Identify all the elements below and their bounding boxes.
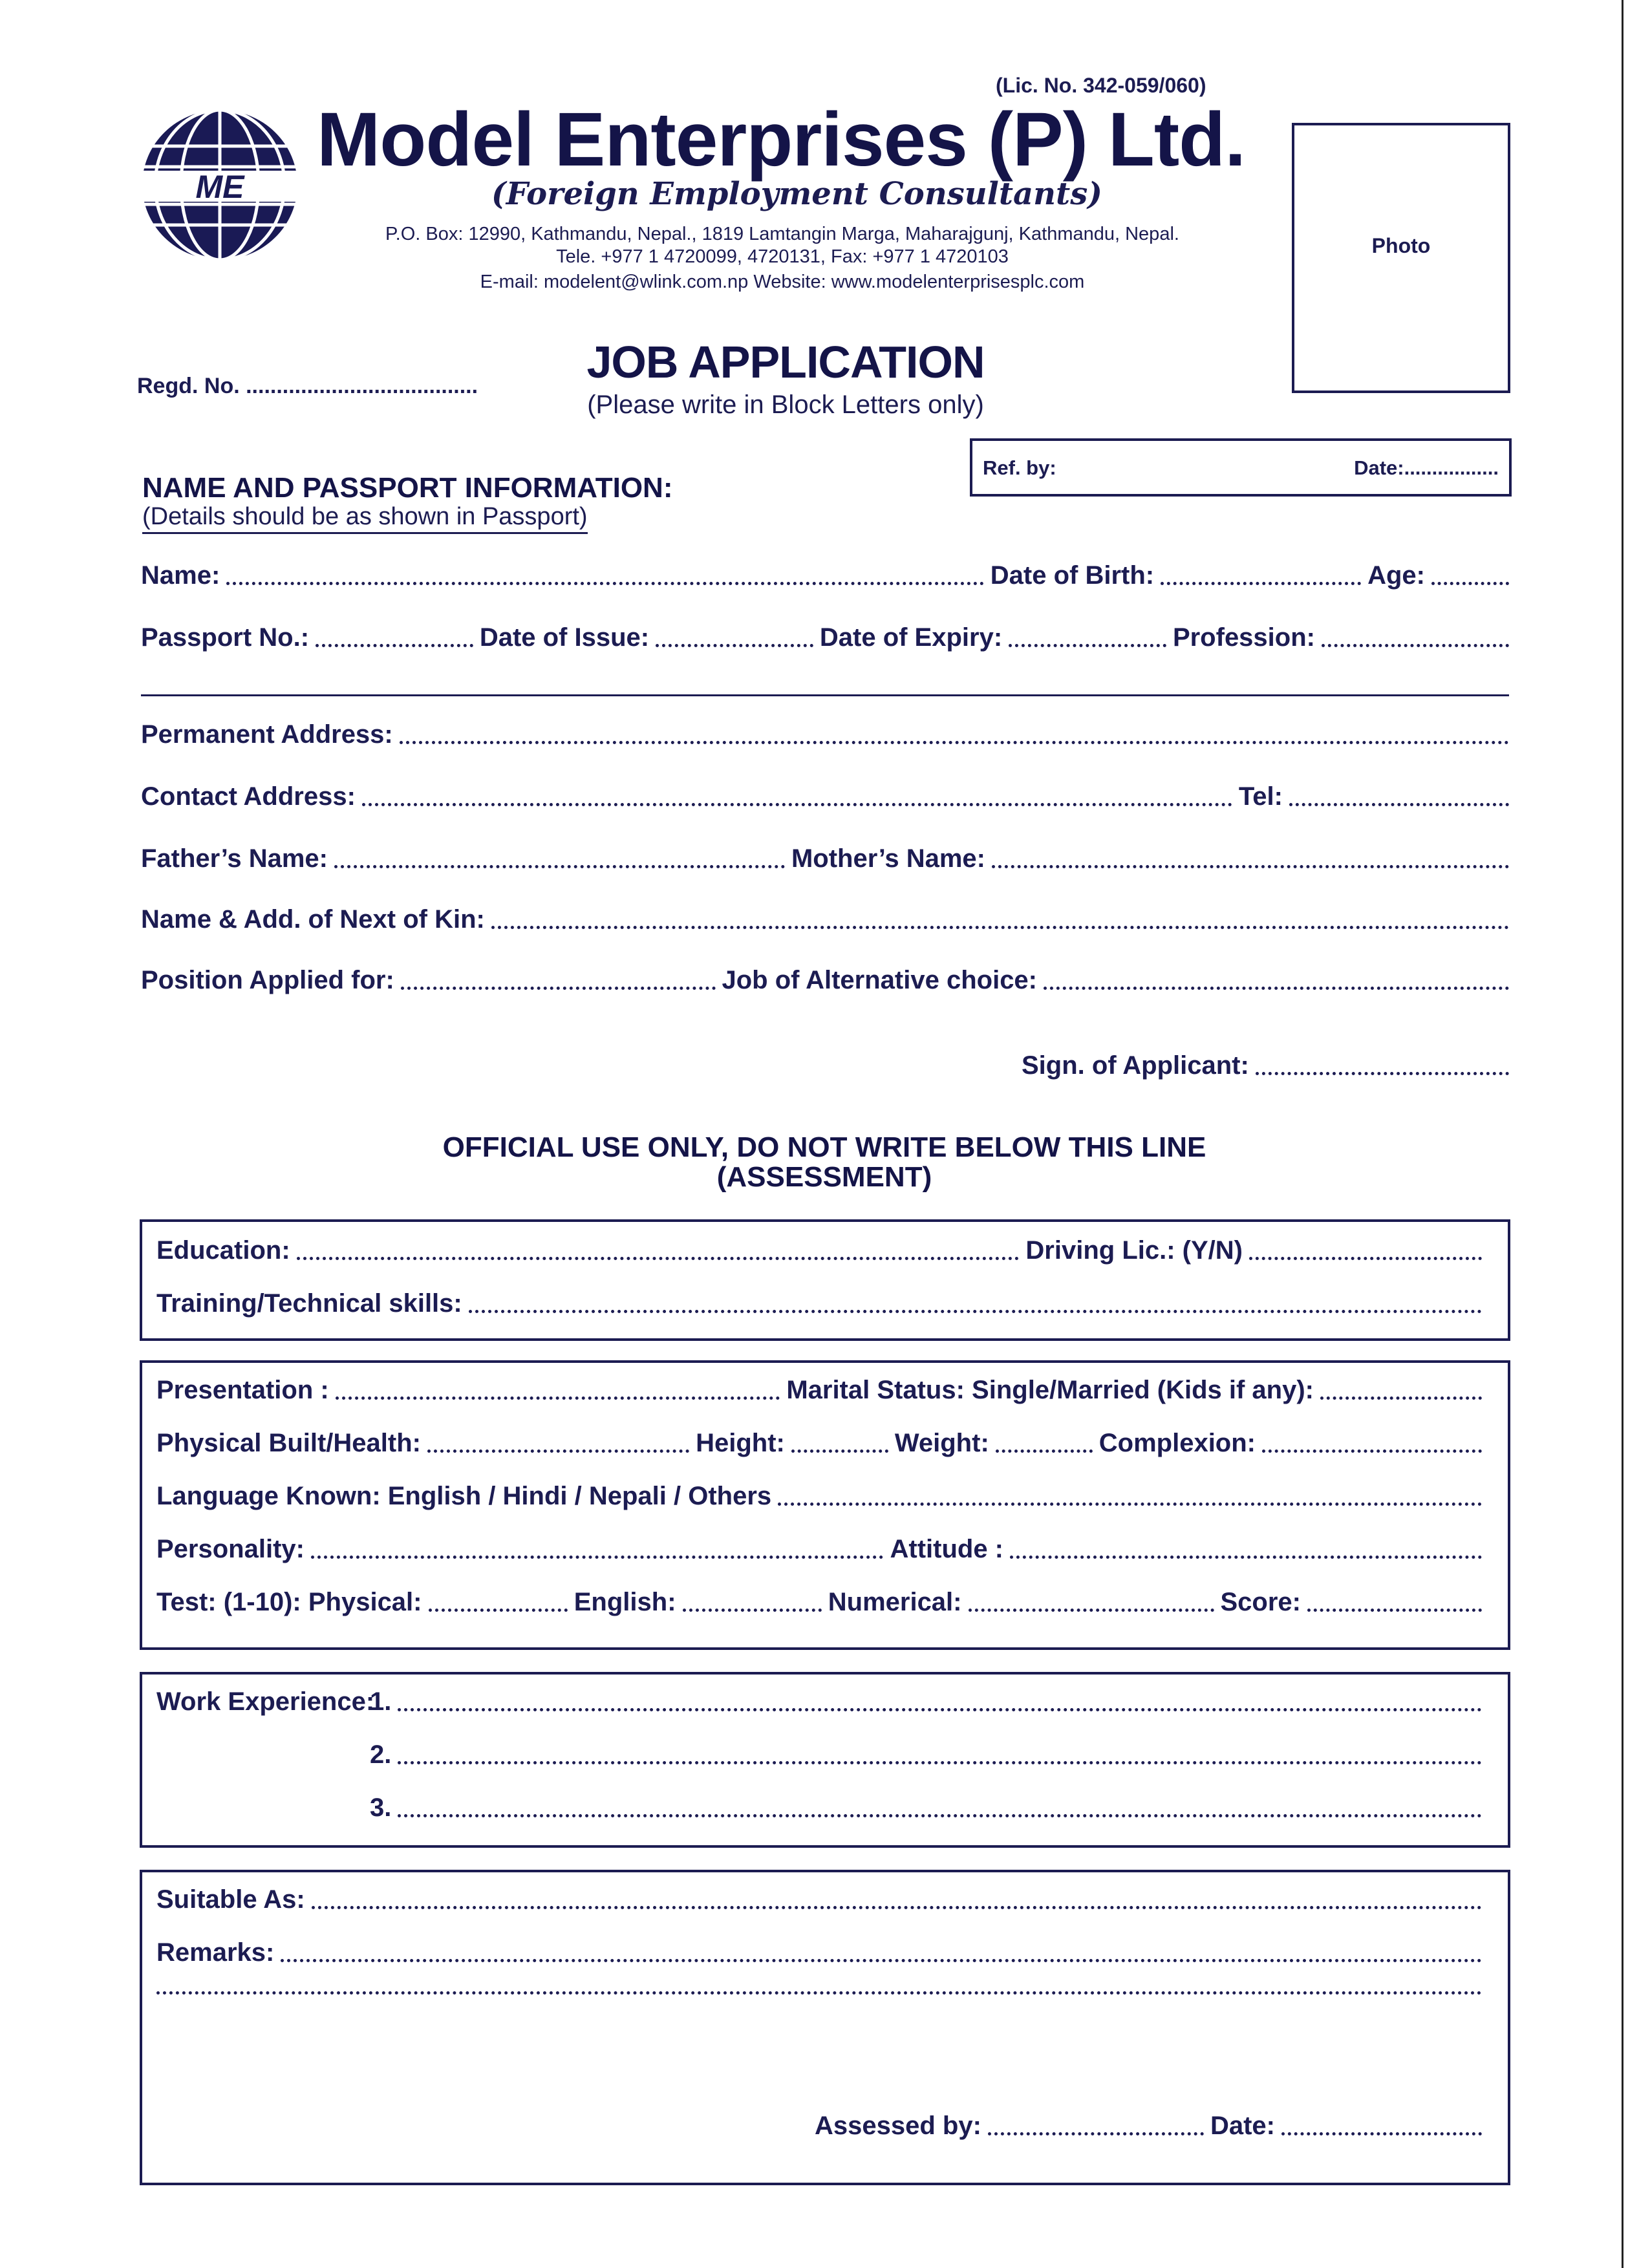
tel-label: Tel: <box>1238 782 1283 811</box>
test-physical-label: Test: (1-10): Physical: <box>156 1588 422 1616</box>
physical-built-label: Physical Built/Health: <box>156 1429 421 1457</box>
physical-built-field[interactable] <box>427 1450 689 1453</box>
remarks-row <box>156 1938 1482 1967</box>
passport-row <box>141 623 1509 652</box>
driving-lic-label: Driving Lic.: (Y/N) <box>1025 1236 1243 1265</box>
training-field[interactable] <box>469 1310 1482 1313</box>
mothers-name-field[interactable] <box>992 865 1509 868</box>
position-applied-field[interactable] <box>401 987 716 990</box>
form-subtitle: (Please write in Block Letters only) <box>587 390 984 419</box>
language-known-label: Language Known: English / Hindi / Nepali / Others <box>156 1482 772 1510</box>
photo-box[interactable] <box>1292 123 1510 393</box>
assessed-by-row <box>815 2112 1482 2141</box>
logo-text: ME <box>195 169 244 205</box>
height-field[interactable] <box>791 1450 888 1453</box>
sign-applicant-field[interactable] <box>1256 1072 1509 1075</box>
weight-label: Weight: <box>894 1429 989 1457</box>
registration-number[interactable]: Regd. No. ...................................... <box>137 374 478 398</box>
remarks-continuation-field[interactable] <box>156 1991 1482 1995</box>
complexion-label: Complexion: <box>1098 1429 1256 1457</box>
dob-label: Date of Birth: <box>990 561 1155 590</box>
phone-line: Tele. +977 1 4720099, 4720131, Fax: +977 1 4720103 <box>556 246 1009 267</box>
education-box <box>140 1219 1510 1341</box>
position-row <box>141 966 1509 995</box>
form-title: JOB APPLICATION <box>586 337 985 387</box>
date-of-issue-label: Date of Issue: <box>479 623 650 652</box>
education-field[interactable] <box>297 1257 1020 1260</box>
work-item-number: 1. <box>370 1687 392 1716</box>
permanent-address-row <box>141 720 1509 749</box>
work-experience-label: Work Experience: <box>156 1687 375 1716</box>
personality-label: Personality: <box>156 1535 305 1563</box>
contact-address-label: Contact Address: <box>141 782 356 811</box>
personality-field[interactable] <box>311 1556 884 1559</box>
work-item-field[interactable] <box>398 1761 1482 1764</box>
work-item-row <box>370 1687 1482 1717</box>
english-field[interactable] <box>683 1609 822 1612</box>
assessed-by-label: Assessed by: <box>815 2112 981 2140</box>
physical-row <box>156 1429 1482 1458</box>
mothers-name-label: Mother’s Name: <box>791 844 985 873</box>
remarks-box <box>140 1870 1510 2185</box>
fathers-name-label: Father’s Name: <box>141 844 328 873</box>
name-row <box>141 561 1509 590</box>
presentation-row <box>156 1376 1482 1405</box>
language-row <box>156 1482 1482 1511</box>
profession-label: Profession: <box>1172 623 1315 652</box>
education-row <box>156 1236 1482 1265</box>
suitable-as-field[interactable] <box>312 1906 1482 1909</box>
contact-address-field[interactable] <box>362 803 1232 806</box>
date-of-issue-field[interactable] <box>656 644 813 647</box>
height-label: Height: <box>696 1429 785 1457</box>
assessed-date-label: Date: <box>1210 2112 1275 2140</box>
presentation-label: Presentation : <box>156 1376 329 1404</box>
work-item-field[interactable] <box>398 1708 1482 1711</box>
assessed-date-field[interactable] <box>1281 2132 1482 2135</box>
permanent-address-field[interactable] <box>400 741 1509 744</box>
test-row <box>156 1588 1482 1617</box>
next-of-kin-row <box>141 905 1509 934</box>
marital-status-label: Marital Status: Single/Married (Kids if any): <box>786 1376 1314 1404</box>
fathers-name-field[interactable] <box>334 865 785 868</box>
globe-logo-icon <box>140 107 300 262</box>
assessed-by-field[interactable] <box>988 2132 1204 2135</box>
remarks-field[interactable] <box>281 1959 1482 1962</box>
score-label: Score: <box>1220 1588 1301 1616</box>
complexion-field[interactable] <box>1262 1450 1482 1453</box>
training-label: Training/Technical skills: <box>156 1289 462 1318</box>
dob-field[interactable] <box>1161 582 1361 585</box>
weight-field[interactable] <box>996 1450 1093 1453</box>
email-website-line: E-mail: modelent@wlink.com.np Website: www.modelenterprisesplc.com <box>480 272 1085 292</box>
work-item-field[interactable] <box>398 1814 1482 1817</box>
photo-label: Photo <box>1371 234 1431 257</box>
alternative-job-label: Job of Alternative choice: <box>722 966 1037 994</box>
training-row <box>156 1289 1482 1318</box>
evaluation-box <box>140 1360 1510 1650</box>
marital-status-field[interactable] <box>1320 1396 1482 1400</box>
alternative-job-field[interactable] <box>1044 987 1509 990</box>
passport-no-label: Passport No.: <box>141 623 310 652</box>
work-item-row <box>370 1793 1482 1823</box>
age-field[interactable] <box>1431 582 1509 585</box>
tel-field[interactable] <box>1289 803 1509 806</box>
presentation-field[interactable] <box>336 1396 780 1400</box>
section-subtitle: (Details should be as shown in Passport) <box>142 503 588 534</box>
work-item-row <box>370 1740 1482 1770</box>
work-item-number: 3. <box>370 1793 392 1822</box>
reference-box <box>970 438 1512 497</box>
language-known-field[interactable] <box>778 1503 1482 1506</box>
english-label: English: <box>573 1588 676 1616</box>
test-physical-field[interactable] <box>429 1609 568 1612</box>
name-field[interactable] <box>226 582 984 585</box>
contact-address-row <box>141 782 1509 811</box>
numerical-label: Numerical: <box>828 1588 962 1616</box>
suitable-as-row <box>156 1885 1482 1914</box>
remarks-continuation-row <box>156 1991 1482 2000</box>
signature-row <box>1022 1051 1509 1080</box>
permanent-address-label: Permanent Address: <box>141 720 393 749</box>
parents-row <box>141 844 1509 873</box>
date-of-expiry-field[interactable] <box>1009 644 1166 647</box>
education-label: Education: <box>156 1236 290 1265</box>
address-line: P.O. Box: 12990, Kathmandu, Nepal., 1819 Lamtangin Marga, Maharajgunj, Kathmandu, Nepal. <box>385 224 1179 244</box>
date-of-expiry-label: Date of Expiry: <box>819 623 1003 652</box>
score-field[interactable] <box>1307 1609 1482 1612</box>
page-edge <box>1622 0 1623 2268</box>
section-title: NAME AND PASSPORT INFORMATION: <box>142 472 673 504</box>
next-of-kin-label: Name & Add. of Next of Kin: <box>141 905 485 934</box>
sign-applicant-label: Sign. of Applicant: <box>1022 1051 1249 1080</box>
profession-field[interactable] <box>1322 644 1509 647</box>
official-use-heading <box>194 1133 1455 1192</box>
assessment-line: (ASSESSMENT) <box>716 1161 932 1193</box>
work-item-number: 2. <box>370 1740 392 1769</box>
position-applied-label: Position Applied for: <box>141 966 394 994</box>
attitude-field[interactable] <box>1010 1556 1482 1559</box>
work-experience-box <box>140 1672 1510 1848</box>
remarks-label: Remarks: <box>156 1938 275 1967</box>
ref-by-field[interactable]: Ref. by: <box>983 456 1056 479</box>
official-line: OFFICIAL USE ONLY, DO NOT WRITE BELOW THIS LINE <box>442 1131 1206 1163</box>
personality-row <box>156 1535 1482 1564</box>
driving-lic-field[interactable] <box>1249 1257 1482 1260</box>
ref-date-field[interactable]: Date:................. <box>1354 456 1499 479</box>
license-number: (Lic. No. 342-059/060) <box>996 74 1206 97</box>
company-tagline: (Foreign Employment Consultants) <box>491 176 1102 212</box>
company-name: Model Enterprises (P) Ltd. <box>317 97 1246 182</box>
attitude-label: Attitude : <box>890 1535 1003 1563</box>
divider <box>141 694 1509 696</box>
name-label: Name: <box>141 561 220 590</box>
age-label: Age: <box>1367 561 1425 590</box>
suitable-as-label: Suitable As: <box>156 1885 305 1914</box>
passport-no-field[interactable] <box>316 644 473 647</box>
next-of-kin-field[interactable] <box>491 926 1509 929</box>
numerical-field[interactable] <box>969 1609 1214 1612</box>
